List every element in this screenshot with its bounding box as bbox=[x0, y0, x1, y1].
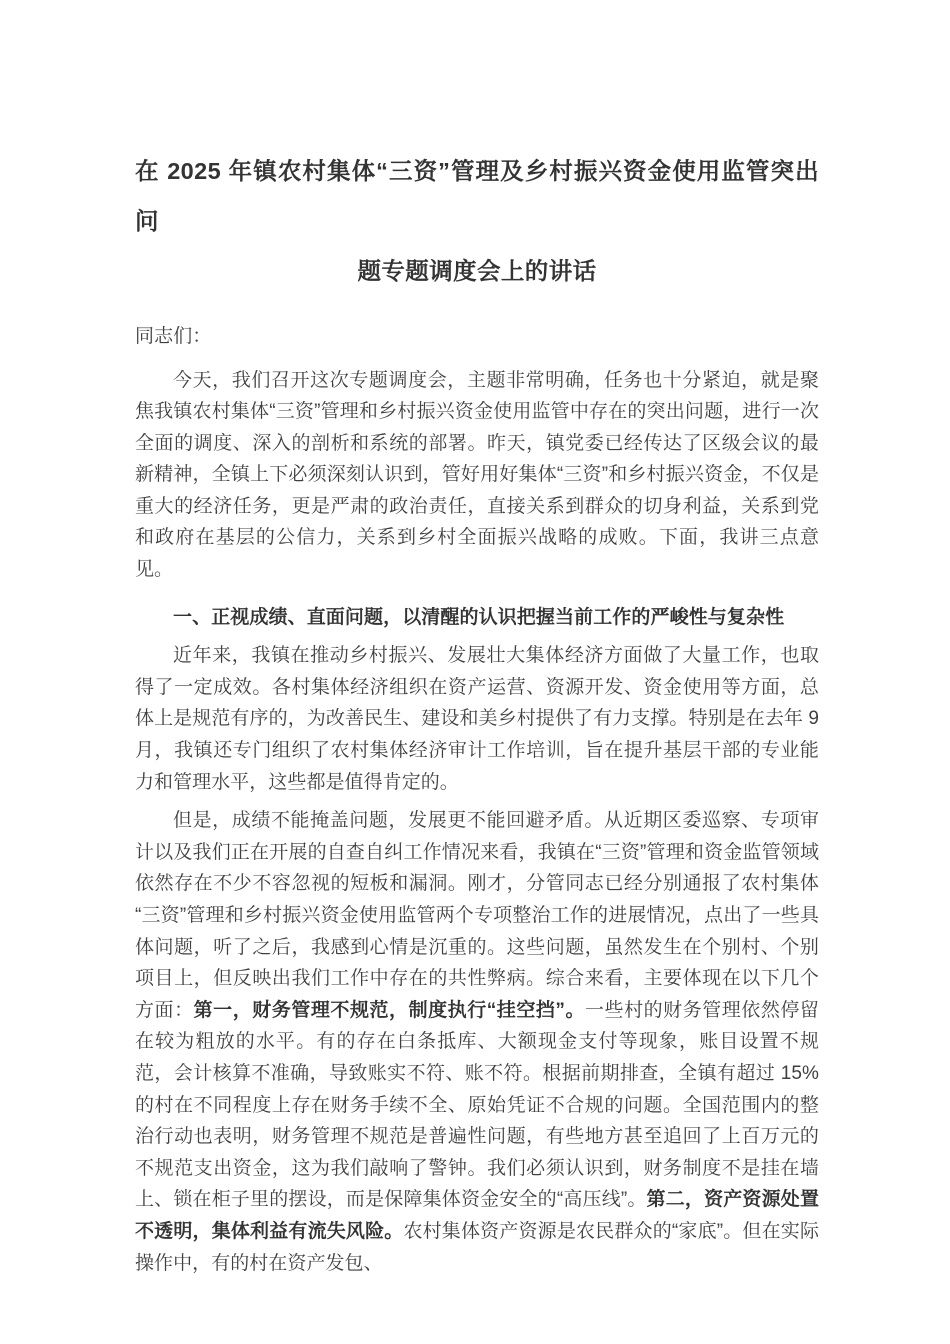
document-content bbox=[135, 0, 819, 1279]
salutation: 同志们： bbox=[135, 326, 212, 347]
problems-bold-point-1: 第一，财务管理不规范，制度执行“挂空挡”。 bbox=[193, 999, 585, 1021]
problems-segment-1: 但是，成绩不能掩盖问题，发展更不能回避矛盾。从近期区委巡察、专项审计以及我们正在开展的自查自纠工作情况来看，我镇在“三资”管理和资金监管领域依然存在不少不容忽视的短板和漏洞。刚才，分管同志已经分别通报了农村集体“三资”管理和乡村振兴资金使用监管两个专项整治工作的进展情况，点出了一些具体问题，听了之后，我感到心情是沉重的。这些问题，虽然发生在个别村、个别项目上，但反映出我们工作中存在的共性弊病。综合来看，主要体现在以下几个方面： bbox=[135, 810, 819, 1021]
problems-bold-point-2: 第二，资产资源处置不透明，集体利益有流失风险。 bbox=[135, 1189, 819, 1242]
paragraph-intro: 今天，我们召开这次专题调度会，主题非常明确，任务也十分紧迫，就是聚焦我镇农村集体“三资”管理和乡村振兴资金使用监管中存在的突出问题，进行一次全面的调度、深入的剖析和系统的部署。昨天，镇党委已经传达了区级会议的最新精神，全镇上下必须深刻认识到，管好用好集体“三资”和乡村振兴资金，不仅是重大的经济任务，更是严肃的政治责任，直接关系到群众的切身利益，关系到党和政府在基层的公信力，关系到乡村全面振兴战略的成败。下面，我讲三点意见。 bbox=[135, 369, 819, 581]
page-title bbox=[135, 0, 819, 296]
paragraph-achievements: 近年来，我镇在推动乡村振兴、发展壮大集体经济方面做了大量工作，也取得了一定成效。各村集体经济组织在资产运营、资源开发、资金使用等方面，总体上是规范有序的，为改善民生、建设和美乡村提供了有力支撑。特别是在去年 9 月，我镇还专门组织了农村集体经济审计工作培训，旨在提升基层干部的专业能力和管理水平，这些都是值得肯定的。 bbox=[135, 645, 819, 793]
section-heading-1: 一、正视成绩、直面问题，以清醒的认识把握当前工作的严峻性与复杂性 bbox=[173, 606, 785, 628]
problems-segment-3: 农村集体资产资源是农民群众的“家底”。但在实际操作中，有的村在资产发包、 bbox=[135, 1220, 819, 1274]
page-title-line-2: 题专题调度会上的讲话 bbox=[357, 258, 597, 284]
page-title-line-1: 在 2025 年镇农村集体“三资”管理及乡村振兴资金使用监管突出问 bbox=[135, 158, 819, 234]
paragraph-problems bbox=[135, 798, 819, 1279]
problems-segment-2: 一些村的财务管理依然停留在较为粗放的水平。有的存在白条抵库、大额现金支付等现象，账目设置不规范，会计核算不准确，导致账实不符、账不符。根据前期排查，全镇有超过 15%的村在不同程度上存在财务手续不全、原始凭证不合规的问题。全国范围内的整治行动也表明，财务管理不规范是普遍性问题，有些地方甚至追回了上百万元的不规范支出资金，这为我们敲响了警钟。我们必须认识到，财务制度不是挂在墙上、锁在柜子里的摆设，而是保障集体资金安全的“高压线”。 bbox=[135, 999, 819, 1211]
